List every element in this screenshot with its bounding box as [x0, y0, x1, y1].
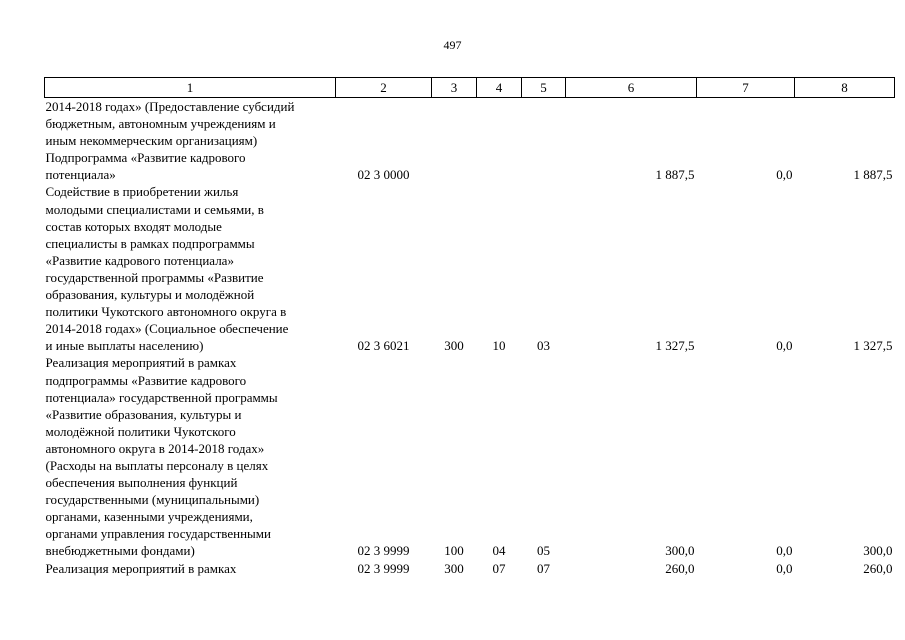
column-header-5: 5 — [522, 78, 566, 98]
description-line: молодыми специалистами и семьями, в — [45, 201, 264, 217]
description-line: бюджетным, автономным учреждениям и — [45, 116, 276, 132]
description-line: органами управления государственными — [45, 526, 271, 542]
description-line: политики Чукотского автономного округа в — [45, 304, 287, 320]
description-line: 2014-2018 годах» (Предоставление субсидий — [45, 99, 295, 114]
target-article-code: 02 3 6021 — [357, 338, 410, 354]
section-code — [477, 98, 522, 150]
row-description — [45, 354, 336, 559]
description-line: внебюджетными фондами) — [45, 543, 195, 559]
amount-column-8: 1 887,5 — [853, 167, 893, 183]
amount-column-7: 0,0 — [776, 543, 793, 559]
expense-type-code: 300 — [444, 338, 464, 354]
amount-column-7 — [697, 98, 795, 150]
subsection-code: 03 — [537, 338, 550, 354]
amount-total: 1 327,5 — [655, 338, 695, 354]
target-article-code: 02 3 0000 — [357, 167, 410, 183]
column-header-8: 8 — [795, 78, 895, 98]
amount-column-8 — [795, 98, 895, 150]
budget-table — [44, 77, 895, 577]
description-line: иным некоммерческим организациям) — [45, 133, 258, 149]
description-line: органами, казенными учреждениями, — [45, 509, 253, 525]
description-line: «Развитие кадрового потенциала» — [45, 252, 234, 268]
section-code — [477, 149, 522, 183]
description-line: 2014-2018 годах» (Социальное обеспечение — [45, 321, 289, 337]
amount-column-8: 1 327,5 — [853, 338, 893, 354]
description-line: Подпрограмма «Развитие кадрового — [45, 150, 246, 166]
description-line: Реализация мероприятий в рамках — [45, 355, 237, 371]
row-description — [45, 149, 336, 183]
description-line: (Расходы на выплаты персоналу в целях — [45, 457, 269, 473]
expense-type-code: 100 — [444, 543, 464, 559]
expense-type-code — [432, 149, 477, 183]
column-header-6: 6 — [566, 78, 697, 98]
table-row — [45, 354, 895, 559]
row-description — [45, 98, 336, 150]
description-line: государственными (муниципальными) — [45, 492, 260, 508]
page-number: 497 — [443, 38, 462, 52]
table-row — [45, 183, 895, 354]
description-line: состав которых входят молодые — [45, 218, 222, 234]
target-article-code: 02 3 9999 — [357, 560, 410, 576]
amount-total: 300,0 — [665, 543, 695, 559]
column-header-1: 1 — [45, 78, 336, 98]
column-header-2: 2 — [336, 78, 432, 98]
amount-total: 260,0 — [665, 560, 695, 576]
section-code: 07 — [492, 560, 506, 576]
table-row — [45, 560, 895, 577]
amount-column-7: 0,0 — [776, 560, 793, 576]
table-row — [45, 98, 895, 150]
column-number-header-row — [45, 78, 895, 98]
description-line: и иные выплаты населению) — [45, 338, 204, 354]
amount-total — [566, 98, 697, 150]
column-header-7: 7 — [697, 78, 795, 98]
description-line: автономного округа в 2014-2018 годах» — [45, 440, 265, 456]
amount-column-7: 0,0 — [776, 167, 793, 183]
amount-total: 1 887,5 — [655, 167, 695, 183]
table-body — [45, 98, 895, 577]
amount-column-7: 0,0 — [776, 338, 793, 354]
description-line: государственной программы «Развитие — [45, 269, 264, 285]
section-code: 10 — [492, 338, 506, 354]
row-description — [45, 560, 336, 577]
subsection-code: 05 — [537, 543, 550, 559]
description-line: Содействие в приобретении жилья — [45, 184, 239, 200]
description-line: обеспечения выполнения функций — [45, 475, 238, 491]
row-description — [45, 183, 336, 354]
column-header-3: 3 — [432, 78, 477, 98]
description-line: молодёжной политики Чукотского — [45, 423, 236, 439]
description-line: образования, культуры и молодёжной — [45, 287, 255, 303]
description-line: специалисты в рамках подпрограммы — [45, 235, 255, 251]
column-header-4: 4 — [477, 78, 522, 98]
table-row — [45, 149, 895, 183]
subsection-code — [522, 98, 566, 150]
subsection-code: 07 — [537, 560, 550, 576]
target-article-code — [336, 98, 432, 150]
expense-type-code — [432, 98, 477, 150]
description-line: потенциала» — [45, 167, 116, 183]
description-line: потенциала» государственной программы — [45, 389, 278, 405]
description-line: подпрограммы «Развитие кадрового — [45, 372, 247, 388]
expense-type-code: 300 — [444, 560, 464, 576]
subsection-code — [522, 149, 566, 183]
amount-column-8: 300,0 — [863, 543, 893, 559]
description-line: Реализация мероприятий в рамках — [45, 560, 237, 576]
target-article-code: 02 3 9999 — [357, 543, 410, 559]
section-code: 04 — [492, 543, 506, 559]
description-line: «Развитие образования, культуры и — [45, 406, 242, 422]
amount-column-8: 260,0 — [863, 560, 893, 576]
